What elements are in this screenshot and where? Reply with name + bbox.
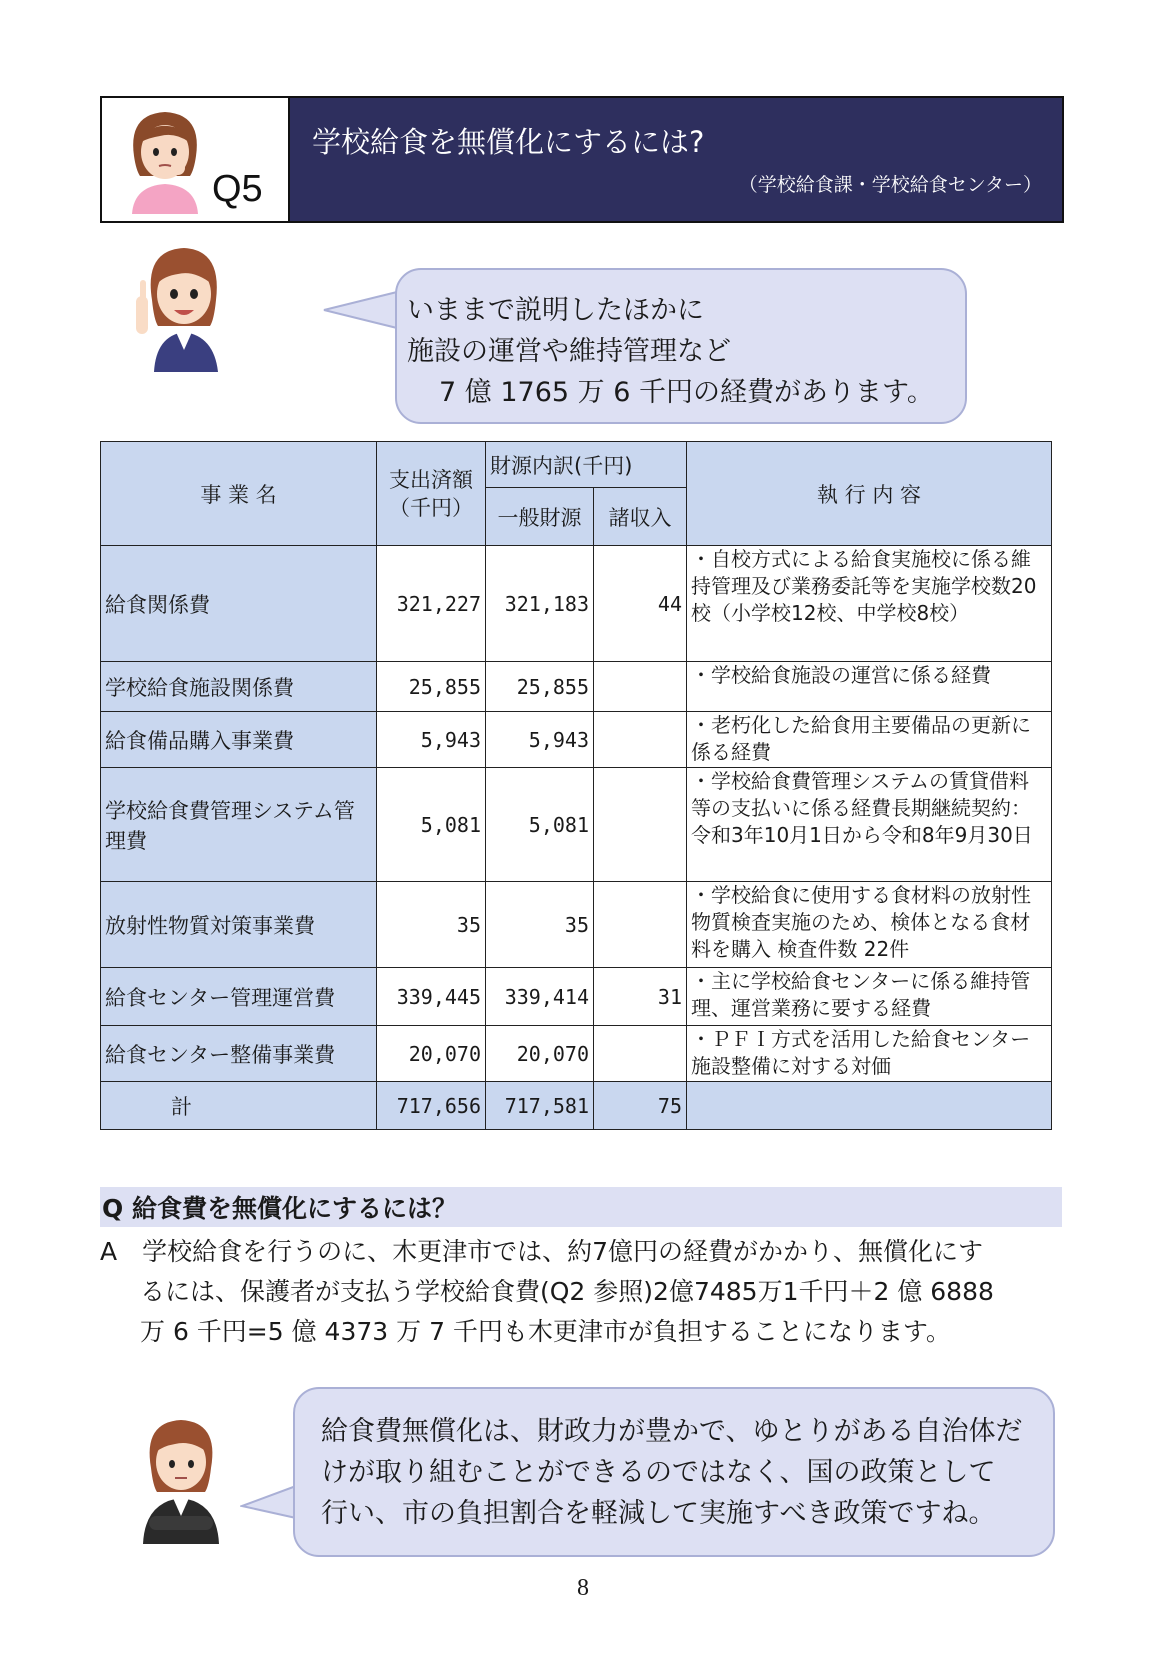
- header-title-cell: [290, 98, 1062, 221]
- row-content: ・自校方式による給食実施校に係る維持管理及び業務委託等を実施学校数20校（小学校12校、中学校8校）: [687, 546, 1052, 662]
- row-expense: 20,070: [377, 1026, 486, 1082]
- question-header: [100, 96, 1064, 223]
- total-label: 計: [101, 1082, 377, 1130]
- row-other: [594, 768, 687, 882]
- row-general: 20,070: [486, 1026, 594, 1082]
- header-general: 一般財源: [486, 488, 594, 546]
- table-row: [101, 882, 1052, 968]
- row-general: 339,414: [486, 968, 594, 1026]
- question-bar: [100, 1187, 1062, 1227]
- row-general: 25,855: [486, 662, 594, 712]
- table-row: [101, 712, 1052, 768]
- row-name: 学校給食施設関係費: [101, 662, 377, 712]
- arms-crossed-woman-illustration: [135, 1412, 225, 1544]
- bubble-tail-2: [240, 1482, 300, 1522]
- row-expense: 321,227: [377, 546, 486, 662]
- table-row: [101, 662, 1052, 712]
- speech-bubble-1: [395, 268, 967, 424]
- header-funding: 財源内訳(千円): [486, 442, 687, 488]
- page-title: 学校給食を無償化にするには?: [312, 125, 705, 159]
- bubble1-line: 7 億 1765 万 6 千円の経費があります。: [439, 377, 934, 408]
- row-general: 35: [486, 882, 594, 968]
- row-other: [594, 1026, 687, 1082]
- row-general: 321,183: [486, 546, 594, 662]
- speech-bubble-2: [293, 1387, 1055, 1557]
- row-other: 44: [594, 546, 687, 662]
- row-name: 学校給食費管理システム管理費: [101, 768, 377, 882]
- table-row: [101, 546, 1052, 662]
- row-name: 給食センター整備事業費: [101, 1026, 377, 1082]
- header-content: 執 行 内 容: [687, 442, 1052, 546]
- pointing-woman-illustration: [132, 240, 232, 372]
- header-avatar-cell: [102, 98, 290, 221]
- table-row: [101, 768, 1052, 882]
- question-text: Q 給食費を無償化にするには？: [102, 1194, 457, 1223]
- row-name: 給食センター管理運営費: [101, 968, 377, 1026]
- bubble2-line: 給食費無償化は、財政力が豊かで、ゆとりがある自治体だ: [321, 1416, 1023, 1447]
- row-expense: 5,081: [377, 768, 486, 882]
- row-expense: 25,855: [377, 662, 486, 712]
- answer-text: [100, 1232, 1080, 1352]
- department-label: （学校給食課・学校給食センター）: [738, 174, 1042, 196]
- row-name: 給食備品購入事業費: [101, 712, 377, 768]
- row-other: 31: [594, 968, 687, 1026]
- bubble1-line: 施設の運営や維持管理など: [407, 336, 731, 367]
- row-other: [594, 882, 687, 968]
- total-other: 75: [594, 1082, 687, 1130]
- row-expense: 35: [377, 882, 486, 968]
- page-number: 8: [577, 1575, 589, 1601]
- row-general: 5,081: [486, 768, 594, 882]
- row-name: 給食関係費: [101, 546, 377, 662]
- answer-line: るには、保護者が支払う学校給食費(Q2 参照)2億7485万1千円＋2 億 6888: [140, 1277, 994, 1306]
- answer-line: 万 6 千円=5 億 4373 万 7 千円も木更津市が負担することになります。: [140, 1317, 951, 1346]
- row-general: 5,943: [486, 712, 594, 768]
- row-content: ・老朽化した給食用主要備品の更新に係る経費: [687, 712, 1052, 768]
- header-expense: 支出済額 （千円）: [377, 442, 486, 546]
- total-row: [101, 1082, 1052, 1130]
- row-content: ・学校給食に使用する食材料の放射性物質検査実施のため、検体となる食材料を購入 検査件数 22件: [687, 882, 1052, 968]
- total-content: [687, 1082, 1052, 1130]
- row-other: [594, 712, 687, 768]
- total-expense: 717,656: [377, 1082, 486, 1130]
- row-expense: 339,445: [377, 968, 486, 1026]
- bubble2-line: けが取り組むことができるのではなく、国の政策として: [321, 1457, 996, 1488]
- table-row: [101, 1026, 1052, 1082]
- header-name: 事 業 名: [101, 442, 377, 546]
- header-other: 諸収入: [594, 488, 687, 546]
- row-content: ・主に学校給食センターに係る維持管理、運営業務に要する経費: [687, 968, 1052, 1026]
- bubble-tail-1: [322, 290, 402, 330]
- thinking-woman-illustration: [120, 106, 210, 214]
- row-expense: 5,943: [377, 712, 486, 768]
- row-content: ・学校給食施設の運営に係る経費: [687, 662, 1052, 712]
- answer-line: A 学校給食を行うのに、木更津市では、約7億円の経費がかかり、無償化にす: [100, 1237, 984, 1266]
- question-number: Q5: [212, 168, 263, 210]
- row-content: ・学校給食費管理システムの賃貸借料等の支払いに係る経費長期継続契約：令和3年10月1日から令和8年9月30日: [687, 768, 1052, 882]
- row-name: 放射性物質対策事業費: [101, 882, 377, 968]
- bubble2-line: 行い、市の負担割合を軽減して実施すべき政策ですね。: [321, 1498, 996, 1529]
- row-other: [594, 662, 687, 712]
- row-content: ・ＰＦＩ方式を活用した給食センター施設整備に対する対価: [687, 1026, 1052, 1082]
- expense-table: [100, 441, 1052, 1130]
- bubble1-line: いままで説明したほかに: [407, 295, 704, 326]
- total-general: 717,581: [486, 1082, 594, 1130]
- table-row: [101, 968, 1052, 1026]
